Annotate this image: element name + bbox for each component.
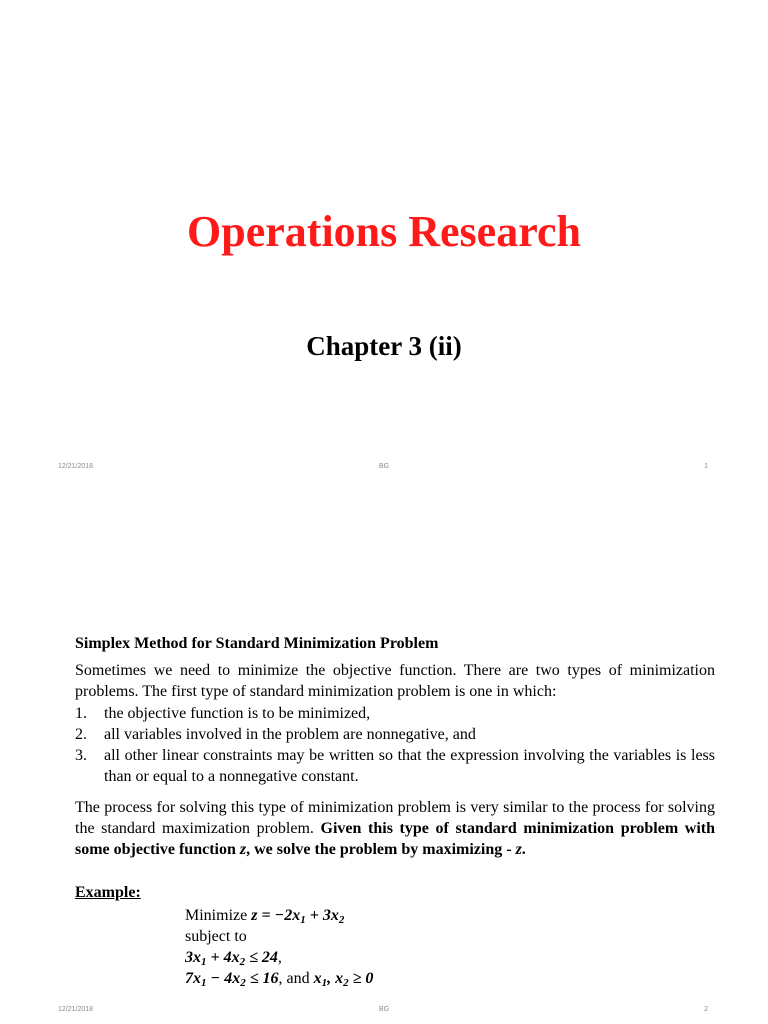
footer-author: BG bbox=[379, 1006, 390, 1013]
list-item-text: all other linear constraints may be written so that the expression involving the variables is less than or equal to a nonnegative constant. bbox=[104, 747, 715, 785]
section-heading: Simplex Method for Standard Minimization Problem bbox=[75, 635, 439, 652]
process-text: The process for solving this type of minimization problem is very similar to the process for solving the standard maximization problem. bbox=[75, 799, 715, 837]
footer-date: 12/21/2018 bbox=[58, 1006, 94, 1013]
list-item bbox=[75, 745, 715, 787]
slide-footer bbox=[0, 1006, 768, 1016]
example-label: Example: bbox=[75, 884, 141, 901]
slide-1 bbox=[0, 0, 768, 480]
example-problem bbox=[185, 905, 373, 989]
slide-footer bbox=[0, 463, 768, 473]
list-item-text: all variables involved in the problem are nonnegative, and bbox=[104, 726, 476, 743]
nonnegativity-expr: $x_1$, $x_2 \ge 0$ bbox=[313, 970, 374, 989]
list-item-number: 3. bbox=[75, 747, 87, 764]
conditions-list bbox=[75, 703, 715, 787]
footer-page-number: 1 bbox=[704, 463, 708, 470]
footer-author: BG bbox=[379, 463, 390, 470]
list-item-number: 2. bbox=[75, 726, 87, 743]
constraint-1: $3x_1 + 4x_2 \le 24$, bbox=[185, 949, 282, 968]
slide-subtitle: Chapter 3 (ii) bbox=[306, 331, 462, 361]
process-paragraph bbox=[75, 797, 715, 860]
constraint-2-expr: $7x_1 - 4x_2 \le 16$ bbox=[185, 970, 279, 989]
objective-function: $z = -2x_1 + 3x_2$ bbox=[251, 907, 345, 926]
footer-date: 12/21/2018 bbox=[58, 463, 94, 470]
minimize-word: Minimize bbox=[185, 907, 252, 924]
process-emphasis: Given this type of standard minimization problem with some objective function z, we solve the problem by maximizing - z. bbox=[75, 820, 716, 858]
list-item bbox=[75, 703, 715, 724]
objective-line bbox=[185, 905, 373, 926]
list-item bbox=[75, 724, 715, 745]
subject-to-line: subject to bbox=[185, 928, 247, 945]
slide-2 bbox=[0, 480, 768, 1024]
intro-paragraph: Sometimes we need to minimize the objective function. There are two types of minimization problems. The first type of standard minimization problem is one in which: bbox=[75, 662, 715, 700]
constraint-2: $7x_1 - 4x_2 \le 16$, and $x_1$, $x_2 \ge 0$ bbox=[185, 970, 374, 989]
and-word: and bbox=[286, 970, 310, 987]
footer-page-number: 2 bbox=[704, 1006, 708, 1013]
constraint-1-expr: $3x_1 + 4x_2 \le 24$ bbox=[185, 949, 278, 968]
list-item-number: 1. bbox=[75, 705, 87, 722]
slide-title: Operations Research bbox=[187, 207, 581, 256]
list-item-text: the objective function is to be minimized, bbox=[104, 705, 371, 722]
